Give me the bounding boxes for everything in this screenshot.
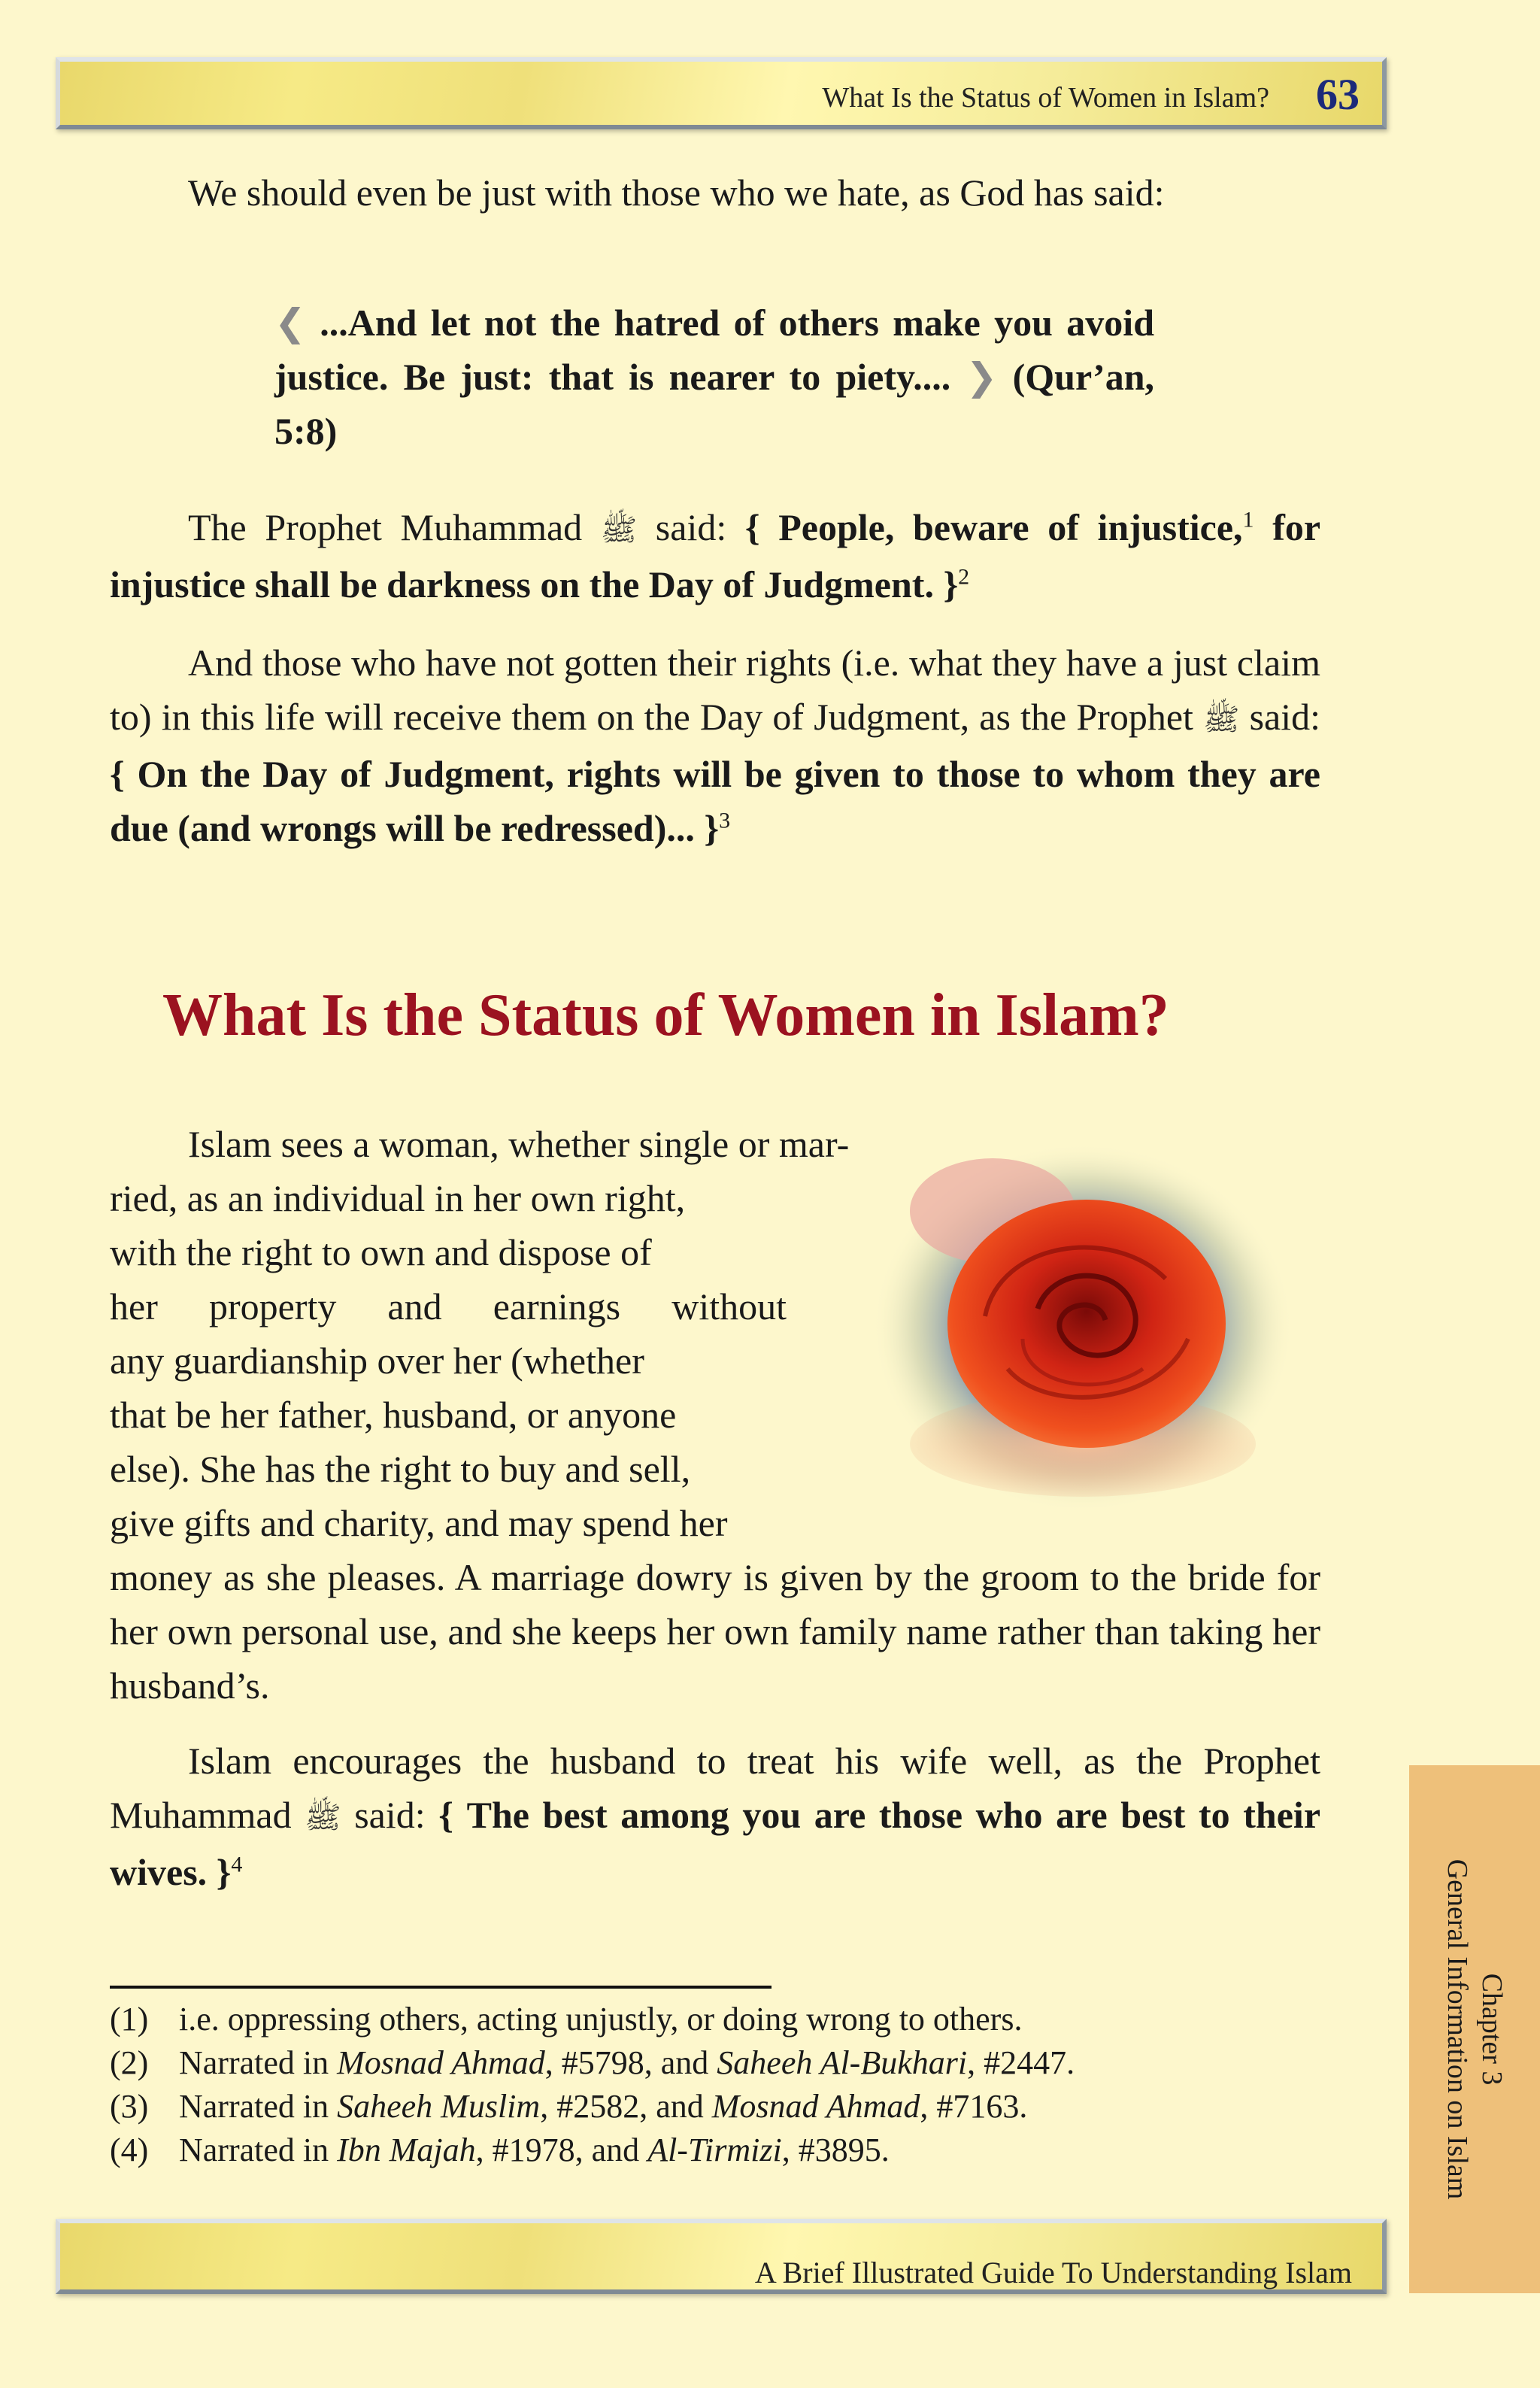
footnote-number: (3) xyxy=(110,2088,149,2125)
footnote-source-title: Al-Tirmizi xyxy=(647,2132,782,2168)
footnote-ref-2[interactable]: 2 xyxy=(958,564,970,590)
para5-hadith: The best among you are those who are best to their wives. xyxy=(110,1794,1321,1893)
chapter-subtitle: General Information on Islam xyxy=(1441,1859,1473,2200)
close-quote-ornament: ❯ xyxy=(966,356,998,398)
footnote-number: (4) xyxy=(110,2132,149,2168)
footnote-text: , #5798, and xyxy=(544,2044,717,2081)
footnote-source-title: Saheeh Muslim xyxy=(337,2088,541,2125)
para2-hadith-a: People, beware of injustice, xyxy=(778,506,1243,548)
footnote-source-title: Mosnad Ahmad xyxy=(711,2088,920,2125)
footnote-source-title: Ibn Majah xyxy=(337,2132,476,2168)
footnote-text: Narrated in xyxy=(179,2044,338,2081)
footnote-source-title: Mosnad Ahmad xyxy=(337,2044,545,2081)
section-heading: What Is the Status of Women in Islam? xyxy=(162,982,1169,1048)
para4-line: her property and earnings without xyxy=(110,1285,787,1328)
paragraph-2 xyxy=(110,500,1320,611)
footnote-text: i.e. oppressing others, acting unjustly, or doing wrong to others. xyxy=(179,2001,1023,2038)
footer-book-title: A Brief Illustrated Guide To Understanding Islam xyxy=(754,2256,1352,2289)
rose-image xyxy=(872,1143,1293,1512)
footnote-source-title: Saheeh Al-Bukhari xyxy=(717,2044,968,2081)
footnote-text: , #3895. xyxy=(781,2132,890,2168)
paragraph-3 xyxy=(110,636,1320,855)
para3-open-brace: { xyxy=(110,753,125,795)
footnote-4 xyxy=(110,2129,1343,2172)
para4-line: ried, as an individual in her own right, xyxy=(110,1177,686,1219)
para5-said: said: xyxy=(354,1794,426,1836)
pbuh-glyph: ﷺ xyxy=(305,1801,341,1834)
para2-open-brace: { xyxy=(744,506,760,548)
chapter-label: Chapter 3 xyxy=(1476,1973,1508,2086)
chapter-tab-text xyxy=(1440,1859,1509,2200)
footnote-1 xyxy=(110,1998,1343,2041)
para2-lead: The Prophet Muhammad xyxy=(188,506,583,548)
para4-line: give gifts and charity, and may spend her xyxy=(110,1502,728,1544)
para4-rest: money as she pleases. A marriage dowry is given by the groom to the bride for her own personal use, and she keeps her own family name rather than taking her husband’s. xyxy=(110,1556,1320,1707)
footnote-number: (1) xyxy=(110,2001,149,2038)
para2-hadith-b: for injustice shall be darkness on the Day of Judgment. xyxy=(110,506,1321,605)
pbuh-glyph: ﷺ xyxy=(600,513,638,547)
para4-line: Islam sees a woman, whether single or mar- xyxy=(188,1123,850,1165)
footnote-divider xyxy=(110,1986,772,1989)
footnote-ref-3[interactable]: 3 xyxy=(719,808,731,833)
footnote-ref-1[interactable]: 1 xyxy=(1242,507,1254,533)
paragraph-5 xyxy=(110,1734,1320,1899)
para5-lead: Islam encourages the husband to treat his wife well, as the Prophet Muhammad xyxy=(110,1740,1320,1836)
footnotes xyxy=(110,1998,1343,2172)
quote-citation: (Qur’an, 5:8) xyxy=(274,356,1155,452)
para2-said: said: xyxy=(655,506,727,548)
para5-open-brace: { xyxy=(438,1794,453,1836)
open-quote-ornament: ❮ xyxy=(274,302,306,344)
para4-line: that be her father, husband, or anyone xyxy=(110,1394,677,1436)
header-bar xyxy=(56,57,1387,129)
para4-line: else). She has the right to buy and sell, xyxy=(110,1448,691,1490)
para3-said: said: xyxy=(1249,696,1321,738)
footnote-ref-4[interactable]: 4 xyxy=(231,1852,243,1877)
footnote-text: Narrated in xyxy=(179,2132,338,2168)
footnote-3 xyxy=(110,2085,1343,2129)
para3-lead: And those who have not gotten their rights (i.e. what they have a just claim to) in this life will receive them on the Day of Judgment, as the Prophet xyxy=(110,642,1320,738)
quran-quote xyxy=(274,296,1154,458)
footnote-2 xyxy=(110,2041,1343,2085)
footnote-text: , #2447. xyxy=(967,2044,1075,2081)
footnote-text: , #2582, and xyxy=(540,2088,712,2125)
para3-close-brace: } xyxy=(704,807,720,849)
para5-close-brace: } xyxy=(216,1851,232,1893)
footnote-text: Narrated in xyxy=(179,2088,338,2125)
chapter-side-tab[interactable] xyxy=(1409,1765,1540,2293)
para4-line: with the right to own and dispose of xyxy=(110,1231,652,1273)
quote-text: ...And let not the hatred of others make you avoid justice. Be just: that is nearer to piety.... xyxy=(274,302,1155,398)
footnote-text: , #1978, and xyxy=(475,2132,648,2168)
paragraph-1 xyxy=(110,165,1320,220)
para3-hadith: On the Day of Judgment, rights will be given to those to whom they are due (and wrongs will be redressed)... xyxy=(110,753,1320,849)
paragraph-1-text: We should even be just with those who we hate, as God has said: xyxy=(188,171,1165,214)
footnote-text: , #7163. xyxy=(920,2088,1028,2125)
para4-line: any guardianship over her (whether xyxy=(110,1340,644,1382)
page-number: 63 xyxy=(1316,70,1360,119)
pbuh-glyph: ﷺ xyxy=(1203,702,1240,736)
para2-close-brace: } xyxy=(943,563,959,605)
running-header-title: What Is the Status of Women in Islam? xyxy=(822,82,1269,114)
footer-bar xyxy=(56,2219,1387,2294)
footnote-number: (2) xyxy=(110,2044,149,2081)
